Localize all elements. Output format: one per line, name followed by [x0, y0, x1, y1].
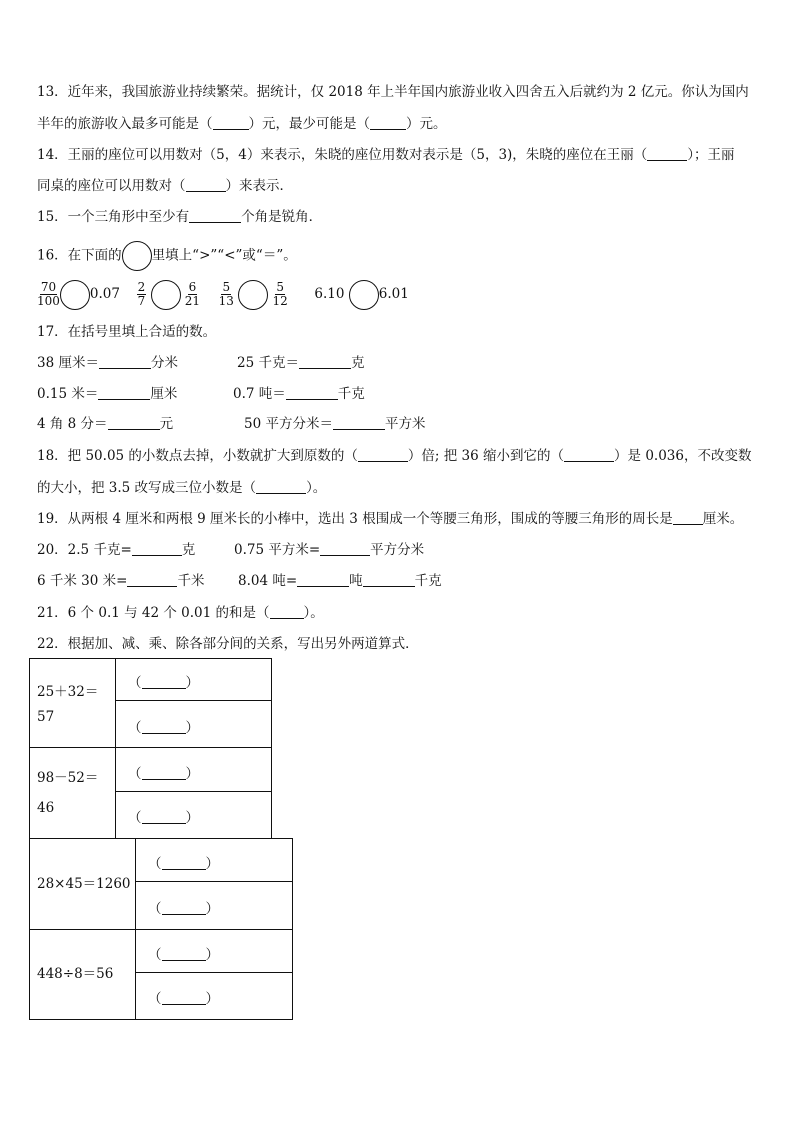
answer-slot-3[interactable]: （ ） — [128, 766, 199, 782]
q20-row1b: 0.75 平方米= 平方分米 — [234, 542, 425, 558]
frac-2-7: $\frac{2}{7}$ — [137, 280, 146, 308]
q17-row3b: 50 平方分米＝ 平方米 — [244, 416, 426, 432]
q22-title: 22．根据加、减、乘、除各部分间的关系，写出另外两道算式． — [37, 636, 419, 652]
q21-blank[interactable] — [270, 604, 304, 619]
frac-6-21: $\frac{6}{21}$ — [184, 280, 201, 308]
q15-blank[interactable] — [189, 208, 241, 223]
q14-line2 — [37, 177, 293, 195]
q14-text-a: 14．王丽的座位可以用数对（5，4）来表示，朱晓的座位用数对表示是（5，3)，朱晓的座位在王丽（ — [37, 147, 648, 163]
q20-row1a: 20．2.5 千克= 克 — [37, 542, 196, 558]
q20-blank-5[interactable] — [363, 572, 415, 587]
compare-circle-2[interactable] — [151, 280, 181, 310]
circle-icon — [122, 241, 152, 271]
answer-slot-2[interactable]: （ ） — [128, 720, 199, 736]
q17-blank-2[interactable] — [299, 354, 351, 369]
frac-5-12: $\frac{5}{12}$ — [272, 280, 288, 308]
q17-blank-3[interactable] — [98, 385, 150, 400]
q18-line2: 的大小，把 3.5 改写成三位小数是（ ）。 — [37, 480, 327, 496]
q17-row2a: 0.15 米＝ 厘米 — [37, 386, 178, 402]
answer-slot-7[interactable]: （ ） — [148, 947, 219, 963]
q20-blank-1[interactable] — [132, 541, 182, 556]
eq1-line2: 57 — [37, 709, 55, 725]
compare-circle-3[interactable] — [238, 280, 268, 310]
q15-line — [37, 208, 322, 226]
eq1-line1: 25＋32＝ — [37, 684, 99, 700]
eq2-line1: 98－52＝ — [37, 770, 99, 786]
answer-slot-6[interactable]: （ ） — [148, 901, 219, 917]
q20-row2b: 8.04 吨= 吨 千克 — [238, 573, 442, 589]
q13-line1: 13．近年来，我国旅游业持续繁荣。据统计，仅 2018 年上半年国内旅游业收入四舍五入后就约为 2 亿元。你认为国内 — [37, 84, 749, 100]
answer-slot-4[interactable]: （ ） — [128, 810, 199, 826]
q20-blank-4[interactable] — [297, 572, 349, 587]
compare-circle-4[interactable] — [349, 280, 379, 310]
q20-blank-2[interactable] — [320, 541, 370, 556]
q17-row3a: 4 角 8 分＝ 元 — [37, 416, 174, 432]
q16-right-1: 0.07 — [89, 286, 120, 302]
q17-title: 17．在括号里填上合适的数。 — [37, 324, 217, 340]
q20-blank-3[interactable] — [127, 572, 177, 587]
q17-row2b: 0.7 吨＝ 千克 — [233, 386, 365, 402]
frac-70-100: $\frac{70}{100}$ — [37, 280, 60, 308]
q16-title — [37, 241, 297, 271]
q19-blank[interactable] — [673, 510, 703, 525]
q17-row1b: 25 千克＝ 克 — [237, 355, 365, 371]
q16-left-4: 6.10 — [314, 286, 345, 302]
q13-line2 — [37, 115, 447, 133]
q17-blank-4[interactable] — [286, 385, 338, 400]
eq3: 28×45＝1260 — [37, 876, 131, 892]
eq2-line2: 46 — [37, 800, 55, 816]
q13-blank-max[interactable] — [213, 115, 249, 130]
q16-items — [37, 278, 409, 310]
q14-blank-pair[interactable] — [186, 177, 226, 192]
q16-text-b: 里填上“>”“<”或“＝”。 — [151, 247, 297, 264]
q15-text-a: 15．一个三角形中至少有 — [37, 209, 190, 225]
q13-text-c: ）元。 — [406, 116, 447, 132]
q15-text-b: 个角是锐角． — [241, 209, 323, 225]
q14-line1 — [37, 146, 735, 164]
q17-blank-5[interactable] — [108, 415, 160, 430]
answer-slot-1[interactable]: （ ） — [128, 675, 199, 691]
q13-text-b: ）元，最少可能是（ — [248, 116, 370, 132]
q18-blank-2[interactable] — [564, 447, 614, 462]
q14-text-d: ）来表示． — [225, 178, 293, 194]
frac-5-13: $\frac{5}{13}$ — [218, 280, 234, 308]
q13-text-a: 半年的旅游收入最多可能是（ — [37, 116, 213, 132]
q17-row1a: 38 厘米＝ 分米 — [37, 355, 178, 371]
q16-right-4: 6.01 — [378, 286, 409, 302]
answer-slot-8[interactable]: （ ） — [148, 991, 219, 1007]
q16-text-a: 16．在下面的 — [37, 247, 122, 264]
q14-text-b: ）；王丽 — [687, 147, 735, 163]
compare-circle-1[interactable] — [60, 280, 90, 310]
q18-blank-1[interactable] — [358, 447, 408, 462]
q20-row2a: 6 千米 30 米= 千米 — [37, 573, 205, 589]
q14-text-c: 同桌的座位可以用数对（ — [37, 178, 186, 194]
answer-slot-5[interactable]: （ ） — [148, 856, 219, 872]
q17-blank-1[interactable] — [99, 354, 151, 369]
q14-blank-direction[interactable] — [647, 146, 687, 161]
q19-line: 19．从两根 4 厘米和两根 9 厘米长的小棒中，选出 3 根围成一个等腰三角形，围成的等腰三角形的周长是 厘米。 — [37, 511, 744, 527]
q13-blank-min[interactable] — [370, 115, 406, 130]
eq4: 448÷8＝56 — [37, 966, 114, 982]
q18-blank-3[interactable] — [256, 479, 306, 494]
q21-line: 21．6 个 0.1 与 42 个 0.01 的和是（ ）。 — [37, 605, 324, 621]
q18-line1: 18．把 50.05 的小数点去掉，小数就扩大到原数的（ ）倍; 把 36 缩小到它的（ ）是 0.036，不改变数 — [37, 448, 752, 464]
q17-blank-6[interactable] — [333, 415, 385, 430]
